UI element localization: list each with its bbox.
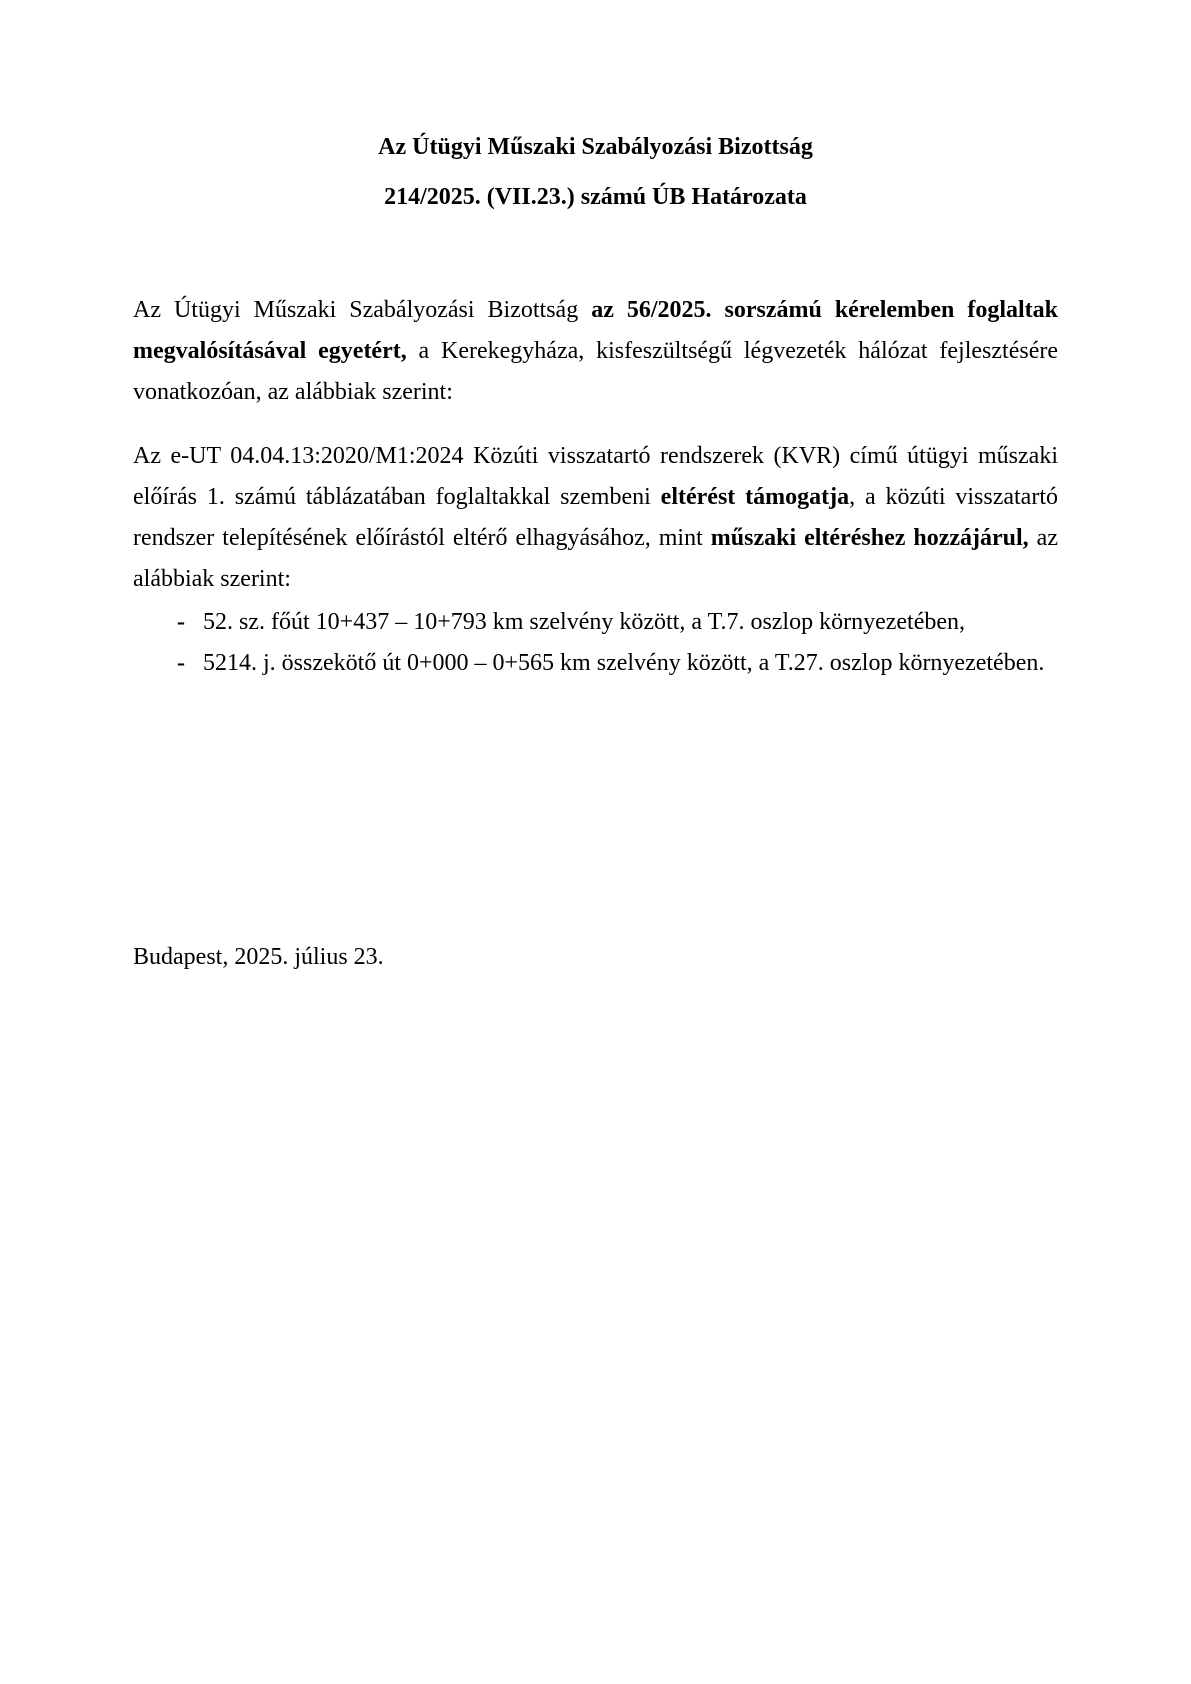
paragraph-2-run-1: Az e-UT 04.04.13:2020/M1:2024 Közúti visszatartó rendszerek (KVR) című útügyi műszaki előírás 1. számú táblázatában foglaltakkal szembeni [133,443,1058,510]
paragraph-1-run-2-bold: az 56/2025. sorszámú kérelemben foglaltak megvalósításával egyetért, [133,297,1059,364]
paragraph-2-run-4-bold: műszaki eltéréshez hozzájárul, [710,525,1029,551]
bullet-list [133,602,1058,684]
list-dash-marker: - [177,650,185,676]
document-title [133,122,1058,222]
paragraph-2-run-2-bold: eltérést támogatja [660,484,850,510]
list-dash-marker: - [177,609,185,635]
paragraph-1-run-3: a Kerekegyháza, kisfeszültségű légvezeték hálózat fejlesztésére vonatkozóan, az alábbiak szerint: [133,338,1058,405]
title-line-2: 214/2025. (VII.23.) számú ÚB Határozata [384,184,807,210]
list-item [133,643,1058,684]
paragraph-1 [133,290,1058,413]
paragraph-2-run-3: , a közúti visszatartó rendszer telepítésének előírástól eltérő elhagyásához, mint [133,484,1058,551]
list-item-text: 5214. j. összekötő út 0+000 – 0+565 km szelvény között, a T.27. oszlop környezetében. [203,650,1045,676]
list-item-text: 52. sz. főút 10+437 – 10+793 km szelvény között, a T.7. oszlop környezetében, [203,609,966,635]
paragraph-1-run-1: Az Útügyi Műszaki Szabályozási Bizottság [133,297,592,323]
title-line-1: Az Útügyi Műszaki Szabályozási Bizottság [378,134,813,160]
paragraph-2-run-5: az alábbiak szerint: [133,525,1058,592]
paragraph-2 [133,436,1058,600]
date-line: Budapest, 2025. július 23. [133,944,384,970]
list-item [133,602,1058,643]
